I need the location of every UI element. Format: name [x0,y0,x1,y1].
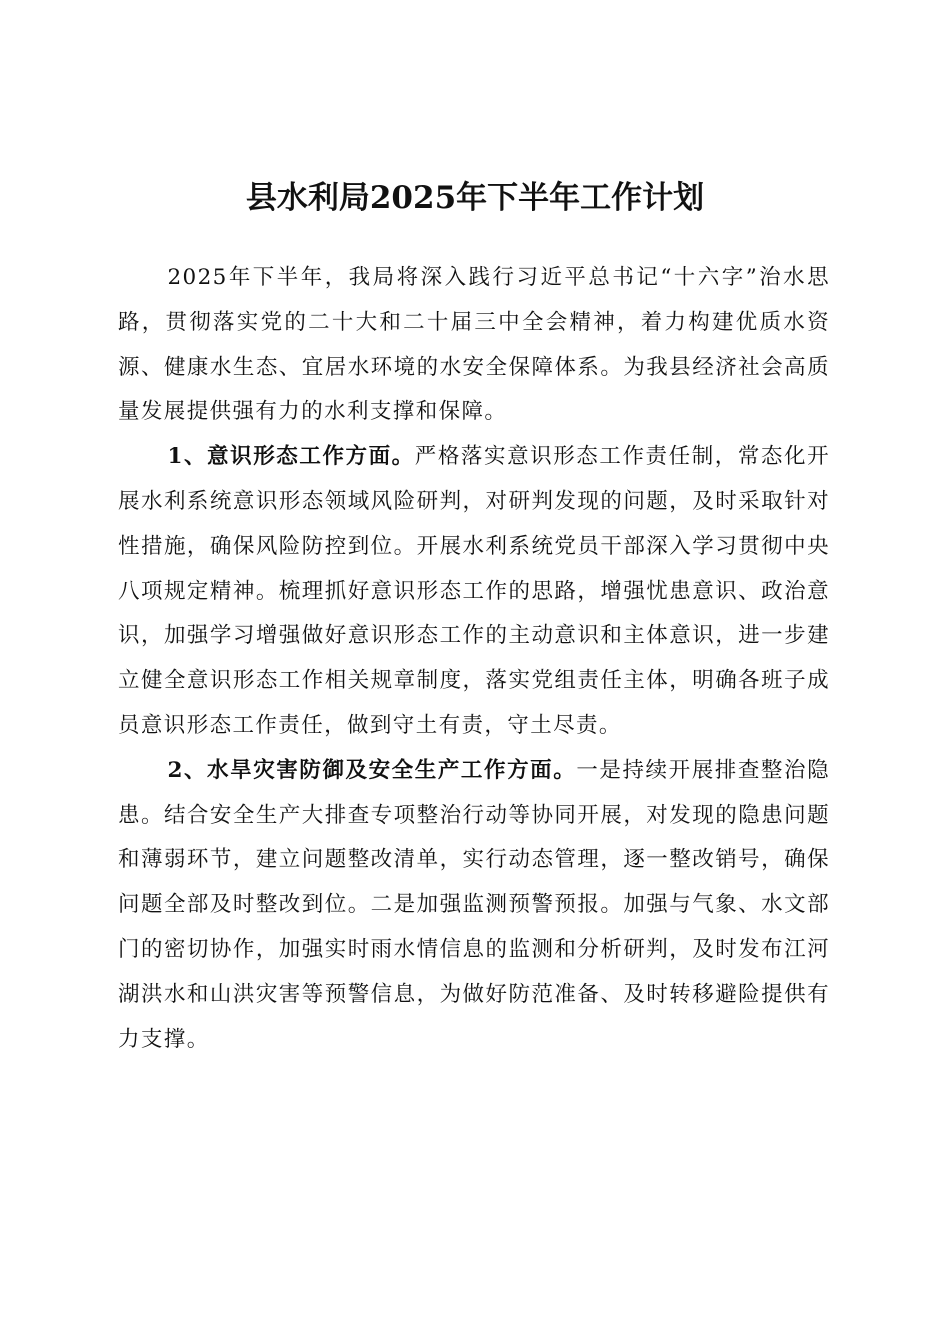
paragraph-text: 一是持续开展排查整治隐患。结合安全生产大排查专项整治行动等协同开展，对发现的隐患问题和薄弱环节，建立问题整改清单，实行动态管理，逐一整改销号，确保问题全部及时整改到位。二是加强监测预警预报。加强与气象、水文部门的密切协作，加强实时雨水情信息的监测和分析研判，及时发布江河湖洪水和山洪灾害等预警信息，为做好防范准备、及时转移避险提供有力支撑。 [118,757,830,1052]
paragraph-text: 严格落实意识形态工作责任制，常态化开展水利系统意识形态领域风险研判，对研判发现的问题，及时采取针对性措施，确保风险防控到位。开展水利系统党员干部深入学习贯彻中央八项规定精神。梳理抓好意识形态工作的思路，增强忧患意识、政治意识，加强学习增强做好意识形态工作的主动意识和主体意识，进一步建立健全意识形态工作相关规章制度，落实党组责任主体，明确各班子成员意识形态工作责任，做到守土有责，守土尽责。 [118,444,830,738]
page-title: 县水利局2025年下半年工作计划 [245,180,705,216]
intro-paragraph [118,256,830,435]
section-2-paragraph [118,749,830,1063]
section-1-heading: 1、意识形态工作方面。 [167,444,415,470]
paragraph-text: 2025年下半年，我局将深入践行习近平总书记“十六字”治水思路，贯彻落实党的二十大和二十届三中全会精神，着力构建优质水资源、健康水生态、宜居水环境的水安全保障体系。为我县经济社会高质量发展提供强有力的水利支撑和保障。 [118,265,830,425]
document-body [118,256,830,1062]
section-1-paragraph [118,435,830,749]
section-2-heading: 2、水旱灾害防御及安全生产工作方面。 [167,757,577,783]
